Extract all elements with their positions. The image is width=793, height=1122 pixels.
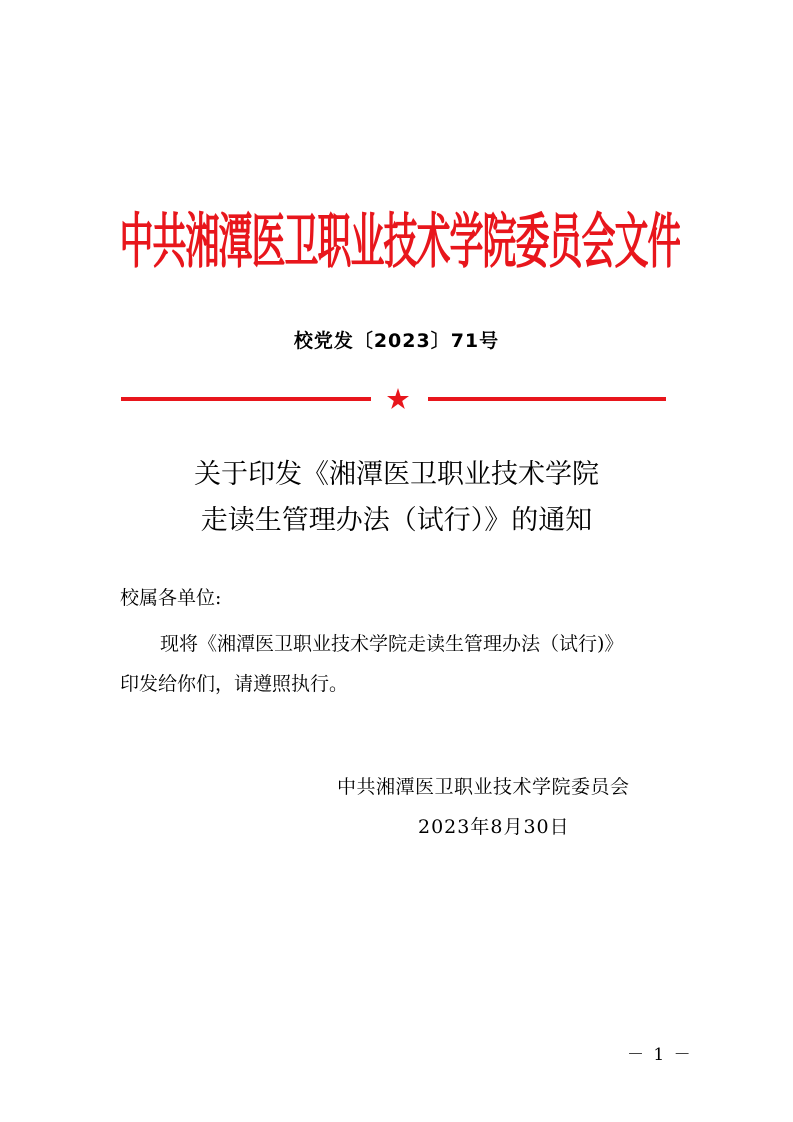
red-divider-right [428,397,666,401]
star-icon-shape [387,388,409,409]
document-number: 校党发〔2023〕71号 [293,330,500,352]
notice-title-line-1: 关于印发《湘潭医卫职业技术学院 [194,459,599,490]
red-divider-left [121,397,371,401]
signature-organization: 中共湘潭医卫职业技术学院委员会 [337,776,630,798]
body-line-2: 印发给你们，请遵照执行。 [120,673,349,695]
body-paragraph [120,624,680,704]
body-line-1: 现将《湘潭医卫职业技术学院走读生管理办法（试行)》 [160,633,624,655]
notice-title-line-2: 走读生管理办法（试行）》的通知 [200,505,593,536]
page-number: － 1 － [627,1045,693,1065]
masthead [120,192,680,280]
masthead-title: 中共湘潭医卫职业技术学院委员会文件 [120,207,680,278]
notice-title [0,452,793,544]
star-icon [385,386,411,412]
signature-date: 2023年8月30日 [418,816,570,838]
addressee: 校属各单位: [120,587,222,609]
